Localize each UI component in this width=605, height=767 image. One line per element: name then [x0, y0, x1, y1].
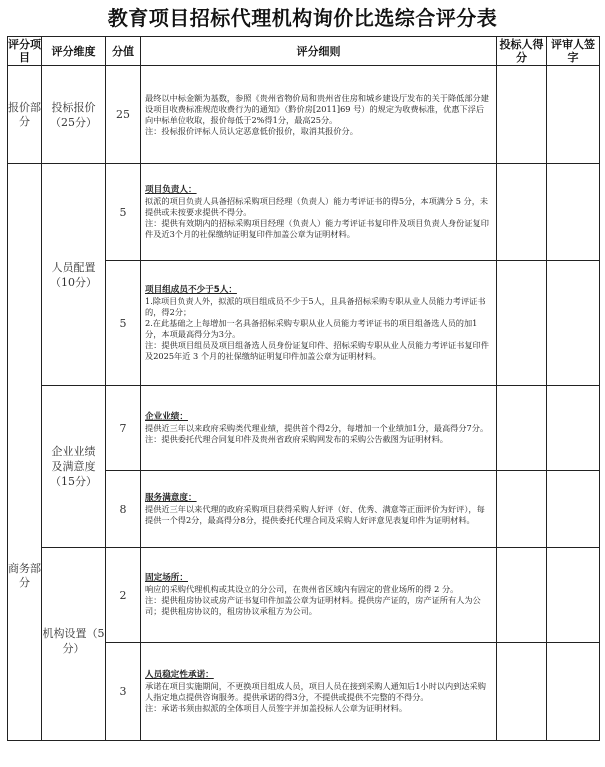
reviewer-signature-cell[interactable]: [547, 261, 600, 386]
dimension-price: 投标报价（25分）: [42, 66, 106, 164]
detail-satisfaction-text: 提供近三年以来代理的政府采购项目获得采购人好评（好、优秀、满意等正面评价为好评），每提供一个得2分，最高得分8分，提供委托代理合同及采购人好评意见表复印件为证明材料。: [145, 503, 485, 525]
detail-fixed-site: [141, 548, 497, 643]
detail-price: [141, 66, 497, 164]
reviewer-signature-cell[interactable]: [547, 643, 600, 741]
dimension-performance: 企业业绩及满意度（15分）: [42, 386, 106, 548]
category-price: 报价部分: [8, 66, 42, 164]
bidder-score-cell[interactable]: [497, 261, 547, 386]
score-fixed-site: 2: [106, 548, 141, 643]
detail-staff-team-heading: 项目组成员不少于5人：: [145, 284, 237, 295]
detail-performance: [141, 386, 497, 471]
detail-staff-leader: [141, 164, 497, 261]
detail-staff-leader-text: 拟派的项目负责人具备招标采购项目经理（负责人）能力考评证书的得5分，本项满分 5 分，未提供或未按要求提供不得分。 注：提供有效期内的招标采购项目经理（负责人）能力考评证书复印件及项目负责人身份证复印件及近3个月的社保缴纳证明复印件加盖公章为证明材料。: [145, 195, 489, 239]
table-row-performance: [8, 386, 600, 471]
detail-performance-text: 提供近三年以来政府采购类代理业绩，提供首个得2分，每增加一个业绩加1分，最高得分7分。 注：提供委托代理合同复印件及贵州省政府采购网发布的采购公告截图为证明材料。: [145, 422, 489, 444]
header-score: 分值: [106, 37, 141, 66]
bidder-score-cell[interactable]: [497, 471, 547, 548]
page-title: 教育项目招标代理机构询价比选综合评分表: [107, 6, 498, 30]
header-dimension: 评分维度: [42, 37, 106, 66]
dimension-institution: 机构设置（5 分）: [42, 548, 106, 741]
detail-staff-stability-text: 承诺在项目实施期间，不更换项目组成人员，项目人员在接到采购人通知后1小时以内到达采购人指定地点提供咨询服务。提供承诺的得3分，不提供或提供不完整的不得分。 注：承诺书须由拟派的全体项目人员签字并加盖投标人公章为证明材料。: [145, 680, 486, 713]
category-business: 商务部分: [8, 164, 42, 741]
table-row-staff-leader: [8, 164, 600, 261]
reviewer-signature-cell[interactable]: [547, 548, 600, 643]
detail-fixed-site-text: 响应的采购代理机构或其设立的分公司，在贵州省区域内有固定的营业场所的得 2 分。 注：提供租房协议或房产证书复印件加盖公章为证明材料。提供房产证的，房产证所有人为公司；提供租房协议的，租房协议承租方为公司。: [145, 584, 481, 616]
reviewer-signature-cell[interactable]: [547, 471, 600, 548]
reviewer-signature-cell[interactable]: [547, 66, 600, 164]
detail-staff-team: [141, 261, 497, 386]
detail-staff-stability: [141, 643, 497, 741]
header-bidder-score: 投标人得分: [497, 37, 547, 66]
score-staff-leader: 5: [106, 164, 141, 261]
bidder-score-cell[interactable]: [497, 164, 547, 261]
detail-staff-team-text: 1.除项目负责人外，拟派的项目组成员不少于5人，且具备招标采购专职从业人员能力考评证书的，得2分； 2.在此基础之上每增加一名具备招标采购专职从业人员能力考评证书的项目组备选人员的加1分，本项最高得分为3分。 注：提供项目组员及项目组备选人员身份证复印件、招标采购专职从业人员能力考评证书复印件及2025年近 3 个月的社保缴纳证明复印件加盖公章为证明材料。: [145, 295, 489, 361]
detail-price-text: 最终以中标金额为基数，参照《贵州省物价局和贵州省住房和城乡建设厅发布的关于降低部分建设项目收费标准规范收费行为的通知》（黔价房[2011]69 号）的规定为收费标准，优惠下浮后向中标单位收取，报价每低于2%得1分，最高25分。 注：投标报价评标人员认定恶意低价报价，取消其报价分。: [145, 92, 489, 136]
bidder-score-cell[interactable]: [497, 548, 547, 643]
bidder-score-cell[interactable]: [497, 386, 547, 471]
detail-satisfaction: [141, 471, 497, 548]
header-detail: 评分细则: [141, 37, 497, 66]
dimension-staffing: 人员配置（10分）: [42, 164, 106, 386]
table-row-price: [8, 66, 600, 164]
table-row-fixed-site: [8, 548, 600, 643]
bidder-score-cell[interactable]: [497, 66, 547, 164]
detail-staff-stability-heading: 人员稳定性承诺：: [145, 669, 214, 680]
detail-satisfaction-heading: 服务满意度：: [145, 492, 197, 503]
scoring-table: [7, 36, 600, 741]
score-staff-stability: 3: [106, 643, 141, 741]
detail-fixed-site-heading: 固定场所：: [145, 573, 188, 583]
header-reviewer-signature: 评审人签字: [547, 37, 600, 66]
score-performance: 7: [106, 386, 141, 471]
reviewer-signature-cell[interactable]: [547, 164, 600, 261]
detail-staff-leader-heading: 项目负责人：: [145, 184, 197, 195]
table-header-row: [8, 37, 600, 66]
score-staff-team: 5: [106, 261, 141, 386]
score-price: 25: [106, 66, 141, 164]
header-category: 评分项目: [8, 38, 41, 64]
reviewer-signature-cell[interactable]: [547, 386, 600, 471]
detail-performance-heading: 企业业绩：: [145, 411, 188, 422]
score-satisfaction: 8: [106, 471, 141, 548]
bidder-score-cell[interactable]: [497, 643, 547, 741]
